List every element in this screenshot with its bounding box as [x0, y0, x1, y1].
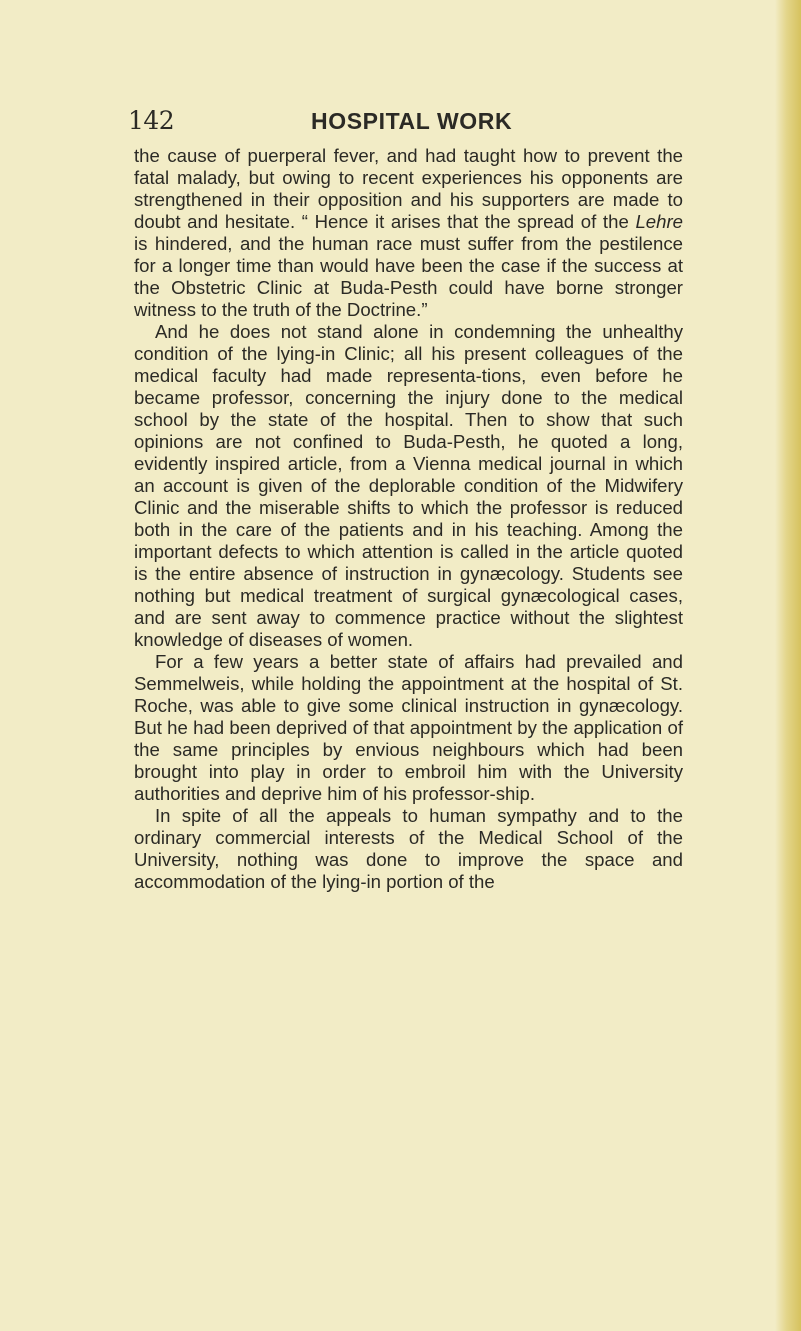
page-header — [0, 106, 801, 136]
running-head: HOSPITAL WORK — [311, 108, 513, 134]
paragraph-1 — [134, 145, 683, 321]
page-edge-shadow — [775, 0, 801, 1331]
page-number: 142 — [128, 106, 175, 135]
paragraph-1-part-1: the cause of puerperal fever, and had taught how to prevent the fatal malady, but owing to recent experiences his opponents are strengthened in their opposition and his supporters are made to doubt and hesitate. “ Hence it arises that the spread of the — [134, 145, 683, 232]
body-text — [134, 145, 683, 893]
paragraph-1-part-2: is hindered, and the human race must suffer from the pestilence for a longer time than would have been the case if the success at the Obstetric Clinic at Buda-Pesth could have borne stronger witness to the truth of the Doctrine.” — [134, 233, 683, 320]
lehre-italic: Lehre — [635, 211, 683, 232]
paragraph-4: In spite of all the appeals to human sympathy and to the ordinary commercial interests of the Medical School of the University, nothing was done to improve the space and accommodation of the lying-in portion of the — [134, 805, 683, 892]
paragraph-3: For a few years a better state of affairs had prevailed and Semmelweis, while holding the appointment at the hospital of St. Roche, was able to give some clinical instruction in gynæcology. But he had been deprived of that appointment by the application of the same principles by envious neighbours which had been brought into play in order to embroil him with the University authorities and deprive him of his professor-ship. — [134, 651, 683, 804]
paragraph-2: And he does not stand alone in condemning the unhealthy condition of the lying-in Clinic; all his present colleagues of the medical faculty had made representa-tions, even before he became professor, concerning the injury done to the medical school by the state of the hospital. Then to show that such opinions are not confined to Buda-Pesth, he quoted a long, evidently inspired article, from a Vienna medical journal in which an account is given of the deplorable condition of the Midwifery Clinic and the miserable shifts to which the professor is reduced both in the care of the patients and in his teaching. Among the important defects to which attention is called in the article quoted is the entire absence of instruction in gynæcology. Students see nothing but medical treatment of surgical gynæcological cases, and are sent away to commence practice without the slightest knowledge of diseases of women. — [134, 321, 683, 650]
